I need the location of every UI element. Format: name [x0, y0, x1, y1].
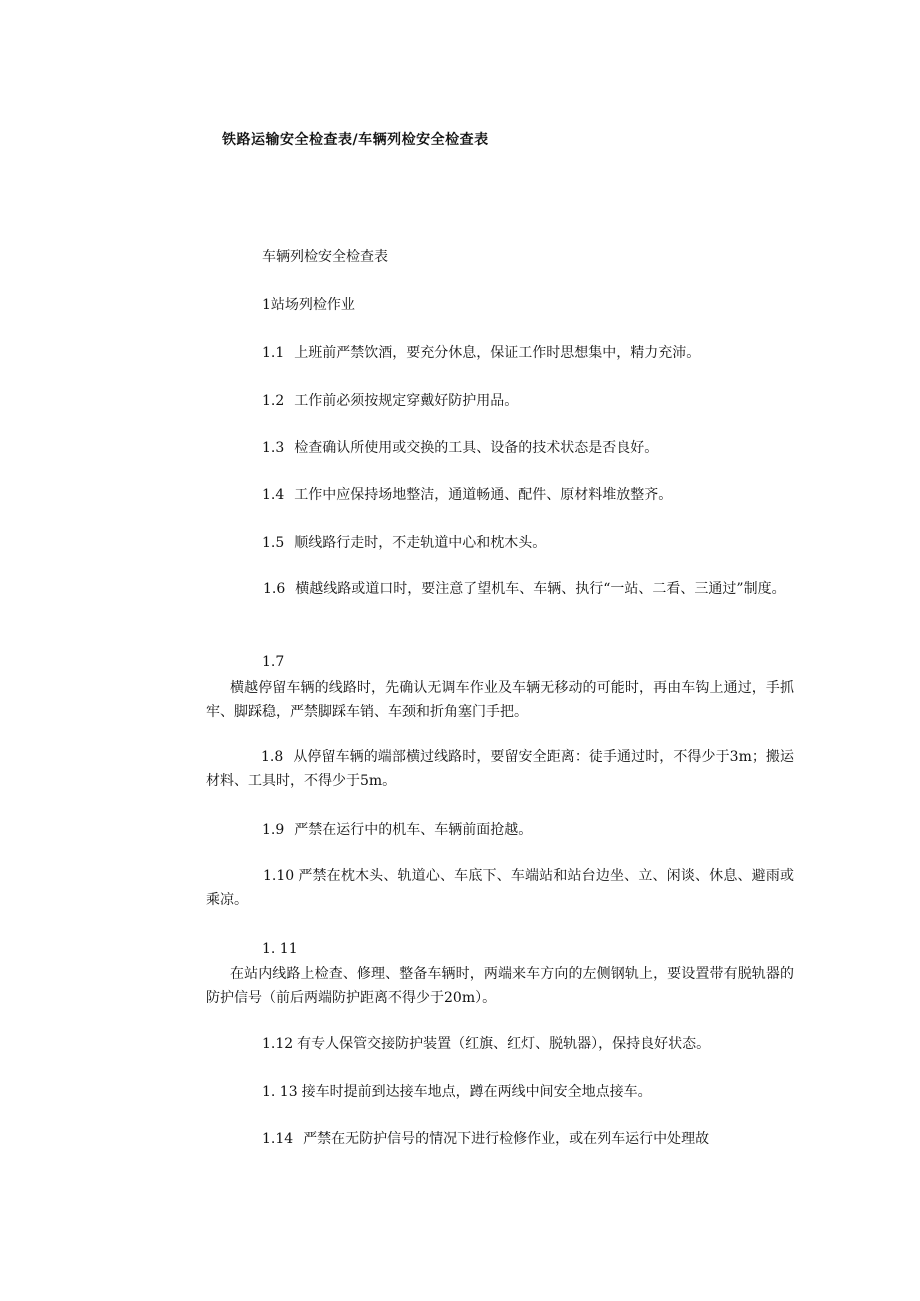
list-item: [262, 531, 546, 555]
item-text: 工作中应保持场地整洁，通道畅通、配件、原材料堆放整齐。: [294, 487, 673, 503]
item-text: 有专人保管交接防护装置（红旗、红灯、脱轨器），保持良好状态。: [297, 1036, 711, 1052]
document-title: 铁路运输安全检查表/车辆列检安全检查表: [222, 132, 489, 148]
list-item: [262, 389, 518, 413]
item-number: 1. 11: [262, 941, 298, 957]
list-item: [206, 577, 794, 601]
item-text: 横越停留车辆的线路时，先确认无调车作业及车辆无移动的可能时，再由车钩上通过，手抓牢、脚踩稳，严禁脚踩车销、车颈和折角塞门手把。: [206, 680, 794, 720]
item-number: 1.12: [262, 1036, 294, 1052]
item-number: 1.5: [262, 535, 285, 551]
item-text: 顺线路行走时，不走轨道中心和枕木头。: [294, 535, 547, 551]
item-number: 1.2: [262, 393, 285, 409]
item-text: 工作前必须按规定穿戴好防护用品。: [294, 393, 519, 409]
item-number: 1.4: [262, 487, 285, 503]
item-number: 1.1: [262, 345, 285, 361]
item-number: 1.3: [262, 440, 285, 456]
list-item: [262, 1080, 652, 1104]
item-number: 1. 13: [262, 1084, 298, 1100]
item-number: 1.8: [261, 749, 284, 765]
item-number: 1.9: [262, 822, 285, 838]
item-text: 在站内线路上检查、修理、整备车辆时，两端来车方向的左侧钢轨上，要设置带有脱轨器的防护信号（前后两端防护距离不得少于20m）。: [206, 966, 794, 1006]
item-text: 检查确认所使用或交换的工具、设备的技术状态是否良好。: [294, 440, 659, 456]
item-number: 1.6: [263, 581, 286, 597]
item-text: 从停留车辆的端部横过线路时，要留安全距离：徒手通过时，不得少于3m；搬运材料、工具时，不得少于5m。: [206, 749, 794, 789]
list-item: [206, 745, 794, 793]
list-item: [262, 483, 672, 507]
item-text: 接车时提前到达接车地点，蹲在两线中间安全地点接车。: [301, 1084, 652, 1100]
item-text: 严禁在运行中的机车、车辆前面抢越。: [294, 822, 533, 838]
list-item: [262, 341, 700, 365]
list-item: [262, 436, 658, 460]
list-item: [262, 1127, 709, 1151]
item-text: 严禁在枕木头、轨道心、车底下、车端站和站台边坐、立、闲谈、休息、避雨或乘凉。: [206, 868, 794, 908]
item-number: 1.14: [262, 1131, 294, 1147]
item-text: 上班前严禁饮酒，要充分休息，保证工作时思想集中，精力充沛。: [294, 345, 701, 361]
item-number: 1.7: [262, 654, 285, 670]
item-number: 1.10: [263, 868, 295, 884]
item-text: 严禁在无防护信号的情况下进行检修作业，或在列车运行中处理故: [303, 1131, 710, 1147]
item-text: 横越线路或道口时，要注意了望机车、车辆、执行“一站、二看、三通过”制度。: [295, 581, 786, 597]
list-item: [262, 818, 532, 842]
list-item: [206, 864, 794, 912]
section-title: 车辆列检安全检查表: [262, 249, 388, 265]
section-heading: 1站场列检作业: [262, 297, 355, 313]
list-item: [262, 1032, 710, 1056]
